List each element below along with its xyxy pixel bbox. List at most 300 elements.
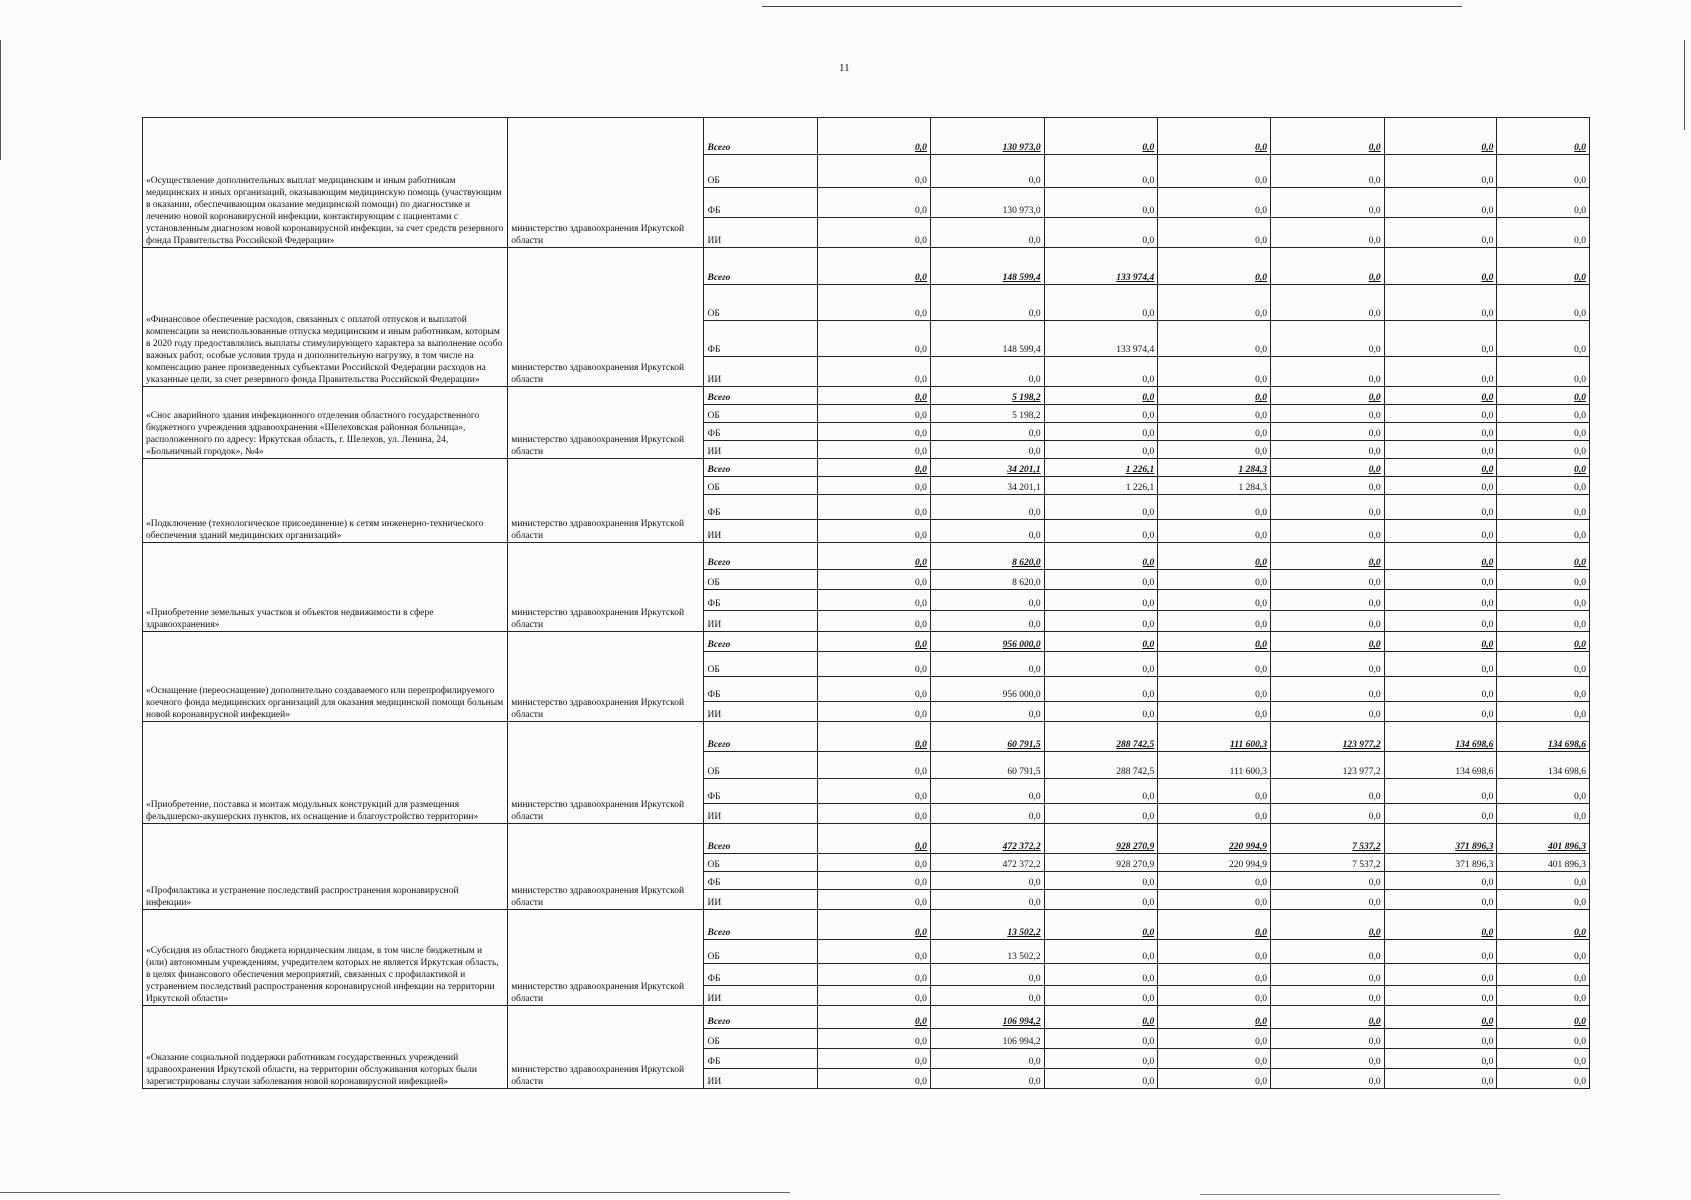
amount-cell: 0,0 bbox=[1384, 520, 1497, 543]
amount-cell: 0,0 bbox=[1270, 477, 1384, 495]
amount-cell: 0,0 bbox=[1497, 677, 1590, 702]
funding-source: ФБ bbox=[704, 964, 818, 986]
amount-cell: 0,0 bbox=[1158, 155, 1271, 188]
table-row-total bbox=[143, 248, 1590, 285]
amount-cell: 0,0 bbox=[1497, 702, 1590, 722]
amount-cell: 0,0 bbox=[1044, 910, 1158, 940]
amount-cell: 0,0 bbox=[1384, 357, 1497, 387]
amount-cell: 0,0 bbox=[818, 1049, 931, 1069]
amount-cell: 0,0 bbox=[1384, 321, 1497, 357]
amount-cell: 0,0 bbox=[1384, 872, 1497, 890]
amount-cell: 0,0 bbox=[818, 1029, 931, 1049]
amount-cell: 0,0 bbox=[1497, 652, 1590, 677]
amount-cell: 0,0 bbox=[1158, 986, 1271, 1006]
responsible-executor: министерство здравоохранения Иркутской области bbox=[508, 910, 704, 1006]
amount-cell: 0,0 bbox=[818, 1069, 931, 1089]
event-description: «Подключение (технологическое присоединение) к сетям инженерно-технического обеспечения зданий медицинских организаций» bbox=[143, 459, 508, 543]
amount-cell: 0,0 bbox=[1044, 387, 1158, 405]
amount-cell: 0,0 bbox=[1158, 570, 1271, 590]
amount-cell: 0,0 bbox=[1158, 1069, 1271, 1089]
amount-cell: 0,0 bbox=[1384, 1069, 1497, 1089]
amount-cell: 0,0 bbox=[1384, 248, 1497, 285]
amount-cell: 0,0 bbox=[1044, 495, 1158, 520]
amount-cell: 0,0 bbox=[1384, 702, 1497, 722]
funding-source: ИИ bbox=[704, 986, 818, 1006]
scan-artifact-right-edge bbox=[1684, 40, 1685, 130]
amount-cell: 0,0 bbox=[818, 218, 931, 248]
amount-cell: 0,0 bbox=[1497, 321, 1590, 357]
amount-cell: 0,0 bbox=[818, 677, 931, 702]
amount-cell: 288 742,5 bbox=[1044, 722, 1158, 752]
amount-cell: 0,0 bbox=[1270, 890, 1384, 910]
amount-cell: 0,0 bbox=[1158, 611, 1271, 632]
amount-cell: 0,0 bbox=[1158, 940, 1271, 964]
amount-cell: 0,0 bbox=[1270, 1049, 1384, 1069]
amount-cell: 0,0 bbox=[1384, 611, 1497, 632]
amount-cell: 148 599,4 bbox=[930, 321, 1044, 357]
amount-cell: 0,0 bbox=[1270, 910, 1384, 940]
amount-cell: 0,0 bbox=[1044, 702, 1158, 722]
amount-cell: 0,0 bbox=[1158, 872, 1271, 890]
table-row-total bbox=[143, 722, 1590, 752]
amount-cell: 0,0 bbox=[1270, 387, 1384, 405]
amount-cell: 0,0 bbox=[1158, 357, 1271, 387]
amount-cell: 0,0 bbox=[818, 722, 931, 752]
amount-cell: 0,0 bbox=[1384, 570, 1497, 590]
amount-cell: 0,0 bbox=[930, 986, 1044, 1006]
funding-source: ФБ bbox=[704, 188, 818, 218]
amount-cell: 0,0 bbox=[1044, 1069, 1158, 1089]
table-row-total bbox=[143, 824, 1590, 854]
amount-cell: 0,0 bbox=[1497, 1029, 1590, 1049]
funding-source: ФБ bbox=[704, 495, 818, 520]
amount-cell: 0,0 bbox=[818, 1006, 931, 1029]
responsible-executor: министерство здравоохранения Иркутской области bbox=[508, 543, 704, 632]
amount-cell: 0,0 bbox=[1044, 632, 1158, 652]
funding-source: Всего bbox=[704, 543, 818, 570]
funding-source: ОБ bbox=[704, 155, 818, 188]
amount-cell: 0,0 bbox=[930, 611, 1044, 632]
amount-cell: 472 372,2 bbox=[930, 854, 1044, 872]
table-row-total bbox=[143, 118, 1590, 155]
table-row-total bbox=[143, 543, 1590, 570]
amount-cell: 0,0 bbox=[818, 405, 931, 423]
amount-cell: 956 000,0 bbox=[930, 677, 1044, 702]
table-row-total bbox=[143, 632, 1590, 652]
amount-cell: 0,0 bbox=[1270, 218, 1384, 248]
funding-source: ИИ bbox=[704, 441, 818, 459]
funding-source: ФБ bbox=[704, 321, 818, 357]
amount-cell: 0,0 bbox=[1044, 940, 1158, 964]
event-description: «Субсидия из областного бюджета юридическим лицам, в том числе бюджетным и (или) автономным учреждениям, учредителем которых не является Иркутская область, в целях финансового обеспечения мероприятий, связанных с профилактикой и устранением последствий распространения коронавирусной инфекции на территории Иркутской области» bbox=[143, 910, 508, 1006]
amount-cell: 0,0 bbox=[1270, 872, 1384, 890]
amount-cell: 0,0 bbox=[1270, 423, 1384, 441]
event-description: «Приобретение земельных участков и объектов недвижимости в сфере здравоохранения» bbox=[143, 543, 508, 632]
page-number: 11 bbox=[839, 62, 850, 74]
amount-cell: 0,0 bbox=[1270, 702, 1384, 722]
amount-cell: 0,0 bbox=[1270, 155, 1384, 188]
amount-cell: 0,0 bbox=[1384, 543, 1497, 570]
amount-cell: 0,0 bbox=[1384, 910, 1497, 940]
amount-cell: 0,0 bbox=[1270, 940, 1384, 964]
amount-cell: 0,0 bbox=[930, 357, 1044, 387]
amount-cell: 7 537,2 bbox=[1270, 854, 1384, 872]
amount-cell: 0,0 bbox=[1384, 441, 1497, 459]
funding-source: ОБ bbox=[704, 477, 818, 495]
responsible-executor: министерство здравоохранения Иркутской области bbox=[508, 824, 704, 910]
amount-cell: 0,0 bbox=[818, 321, 931, 357]
amount-cell: 0,0 bbox=[1384, 1049, 1497, 1069]
amount-cell: 0,0 bbox=[1158, 779, 1271, 804]
amount-cell: 0,0 bbox=[1497, 632, 1590, 652]
amount-cell: 0,0 bbox=[1158, 652, 1271, 677]
amount-cell: 0,0 bbox=[818, 285, 931, 321]
amount-cell: 0,0 bbox=[1497, 804, 1590, 824]
responsible-executor: министерство здравоохранения Иркутской области bbox=[508, 632, 704, 722]
amount-cell: 0,0 bbox=[1497, 285, 1590, 321]
amount-cell: 0,0 bbox=[1384, 1006, 1497, 1029]
amount-cell: 0,0 bbox=[1497, 1069, 1590, 1089]
amount-cell: 0,0 bbox=[1497, 423, 1590, 441]
amount-cell: 220 994,9 bbox=[1158, 824, 1271, 854]
amount-cell: 0,0 bbox=[818, 570, 931, 590]
amount-cell: 0,0 bbox=[818, 779, 931, 804]
amount-cell: 60 791,5 bbox=[930, 722, 1044, 752]
amount-cell: 0,0 bbox=[930, 520, 1044, 543]
amount-cell: 0,0 bbox=[930, 495, 1044, 520]
amount-cell: 0,0 bbox=[1158, 321, 1271, 357]
amount-cell: 0,0 bbox=[818, 248, 931, 285]
funding-source: ФБ bbox=[704, 590, 818, 611]
amount-cell: 0,0 bbox=[1158, 1006, 1271, 1029]
amount-cell: 0,0 bbox=[818, 824, 931, 854]
amount-cell: 0,0 bbox=[1497, 872, 1590, 890]
amount-cell: 0,0 bbox=[1158, 677, 1271, 702]
amount-cell: 0,0 bbox=[818, 387, 931, 405]
amount-cell: 0,0 bbox=[1270, 964, 1384, 986]
amount-cell: 0,0 bbox=[1270, 543, 1384, 570]
amount-cell: 0,0 bbox=[1158, 285, 1271, 321]
amount-cell: 13 502,2 bbox=[930, 940, 1044, 964]
amount-cell: 0,0 bbox=[1044, 405, 1158, 423]
amount-cell: 0,0 bbox=[818, 910, 931, 940]
amount-cell: 0,0 bbox=[1384, 118, 1497, 155]
funding-source: Всего bbox=[704, 248, 818, 285]
amount-cell: 0,0 bbox=[1158, 387, 1271, 405]
budget-table bbox=[142, 117, 1590, 1089]
amount-cell: 0,0 bbox=[1497, 405, 1590, 423]
amount-cell: 0,0 bbox=[818, 854, 931, 872]
funding-source: ОБ bbox=[704, 854, 818, 872]
amount-cell: 0,0 bbox=[818, 118, 931, 155]
event-description: «Оказание социальной поддержки работникам государственных учреждений здравоохранения Иркутской области, на территории обслуживания которых были зарегистрированы случаи заболевания новой коронавирусной инфекцией» bbox=[143, 1006, 508, 1089]
amount-cell: 0,0 bbox=[818, 543, 931, 570]
amount-cell: 0,0 bbox=[1270, 188, 1384, 218]
scan-artifact-top bbox=[762, 6, 1462, 7]
amount-cell: 0,0 bbox=[818, 520, 931, 543]
amount-cell: 133 974,4 bbox=[1044, 248, 1158, 285]
amount-cell: 0,0 bbox=[1270, 570, 1384, 590]
amount-cell: 5 198,2 bbox=[930, 387, 1044, 405]
amount-cell: 0,0 bbox=[930, 779, 1044, 804]
amount-cell: 1 226,1 bbox=[1044, 459, 1158, 477]
amount-cell: 0,0 bbox=[1270, 495, 1384, 520]
scan-artifact-left-edge bbox=[0, 40, 1, 160]
amount-cell: 123 977,2 bbox=[1270, 752, 1384, 779]
amount-cell: 0,0 bbox=[1044, 188, 1158, 218]
amount-cell: 0,0 bbox=[1270, 321, 1384, 357]
funding-source: ИИ bbox=[704, 218, 818, 248]
funding-source: Всего bbox=[704, 722, 818, 752]
amount-cell: 0,0 bbox=[1158, 590, 1271, 611]
amount-cell: 220 994,9 bbox=[1158, 854, 1271, 872]
amount-cell: 0,0 bbox=[1497, 441, 1590, 459]
amount-cell: 371 896,3 bbox=[1384, 854, 1497, 872]
amount-cell: 0,0 bbox=[818, 940, 931, 964]
event-description: «Осуществление дополнительных выплат медицинским и иным работникам медицинских и иных организаций, оказывающим медицинскую помощь (участвующим в оказании, обеспечивающим оказание медицинской помощи) по диагностике и лечению новой коронавирусной инфекции, контактирующим с пациентами с установленным диагнозом новой коронавирусной инфекции, за счет средств резервного фонда Правительства Российской Федерации» bbox=[143, 118, 508, 248]
amount-cell: 0,0 bbox=[1044, 1006, 1158, 1029]
funding-source: ОБ bbox=[704, 940, 818, 964]
amount-cell: 148 599,4 bbox=[930, 248, 1044, 285]
amount-cell: 0,0 bbox=[818, 590, 931, 611]
amount-cell: 130 973,0 bbox=[930, 188, 1044, 218]
amount-cell: 0,0 bbox=[1044, 804, 1158, 824]
amount-cell: 0,0 bbox=[1497, 940, 1590, 964]
responsible-executor: министерство здравоохранения Иркутской области bbox=[508, 387, 704, 459]
table-row-total bbox=[143, 459, 1590, 477]
amount-cell: 0,0 bbox=[1497, 218, 1590, 248]
amount-cell: 0,0 bbox=[818, 188, 931, 218]
funding-source: ОБ bbox=[704, 652, 818, 677]
amount-cell: 0,0 bbox=[1270, 357, 1384, 387]
amount-cell: 472 372,2 bbox=[930, 824, 1044, 854]
amount-cell: 0,0 bbox=[1384, 986, 1497, 1006]
amount-cell: 0,0 bbox=[1044, 423, 1158, 441]
amount-cell: 0,0 bbox=[930, 890, 1044, 910]
amount-cell: 0,0 bbox=[818, 611, 931, 632]
amount-cell: 0,0 bbox=[1270, 459, 1384, 477]
amount-cell: 134 698,6 bbox=[1497, 752, 1590, 779]
amount-cell: 0,0 bbox=[1270, 652, 1384, 677]
amount-cell: 0,0 bbox=[1270, 520, 1384, 543]
amount-cell: 0,0 bbox=[1044, 986, 1158, 1006]
funding-source: ФБ bbox=[704, 1049, 818, 1069]
amount-cell: 0,0 bbox=[1044, 872, 1158, 890]
amount-cell: 0,0 bbox=[1384, 423, 1497, 441]
amount-cell: 0,0 bbox=[1497, 1049, 1590, 1069]
funding-source: ИИ bbox=[704, 357, 818, 387]
amount-cell: 0,0 bbox=[1384, 890, 1497, 910]
amount-cell: 0,0 bbox=[1384, 779, 1497, 804]
amount-cell: 0,0 bbox=[1384, 677, 1497, 702]
amount-cell: 34 201,1 bbox=[930, 459, 1044, 477]
amount-cell: 0,0 bbox=[1044, 1029, 1158, 1049]
funding-source: Всего bbox=[704, 1006, 818, 1029]
funding-source: ОБ bbox=[704, 752, 818, 779]
amount-cell: 0,0 bbox=[1158, 890, 1271, 910]
amount-cell: 0,0 bbox=[1497, 357, 1590, 387]
scan-artifact-bottom bbox=[0, 1192, 790, 1193]
amount-cell: 928 270,9 bbox=[1044, 854, 1158, 872]
amount-cell: 0,0 bbox=[818, 459, 931, 477]
amount-cell: 0,0 bbox=[818, 752, 931, 779]
amount-cell: 0,0 bbox=[1270, 1006, 1384, 1029]
amount-cell: 0,0 bbox=[930, 702, 1044, 722]
amount-cell: 0,0 bbox=[1158, 964, 1271, 986]
funding-source: ИИ bbox=[704, 890, 818, 910]
amount-cell: 0,0 bbox=[1044, 964, 1158, 986]
amount-cell: 111 600,3 bbox=[1158, 752, 1271, 779]
amount-cell: 60 791,5 bbox=[930, 752, 1044, 779]
amount-cell: 0,0 bbox=[930, 441, 1044, 459]
amount-cell: 106 994,2 bbox=[930, 1006, 1044, 1029]
amount-cell: 0,0 bbox=[1270, 779, 1384, 804]
event-description: «Оснащение (переоснащение) дополнительно создаваемого или перепрофилируемого коечного фонда медицинских организаций для оказания медицинской помощи больным новой коронавирусной инфекцией» bbox=[143, 632, 508, 722]
amount-cell: 0,0 bbox=[1044, 357, 1158, 387]
responsible-executor: министерство здравоохранения Иркутской области bbox=[508, 248, 704, 387]
amount-cell: 0,0 bbox=[1384, 218, 1497, 248]
amount-cell: 371 896,3 bbox=[1384, 824, 1497, 854]
amount-cell: 111 600,3 bbox=[1158, 722, 1271, 752]
amount-cell: 0,0 bbox=[1497, 590, 1590, 611]
budget-table-body bbox=[143, 118, 1590, 1089]
amount-cell: 134 698,6 bbox=[1384, 752, 1497, 779]
amount-cell: 0,0 bbox=[1044, 155, 1158, 188]
amount-cell: 0,0 bbox=[1270, 986, 1384, 1006]
funding-source: ФБ bbox=[704, 779, 818, 804]
funding-source: Всего bbox=[704, 824, 818, 854]
funding-source: ИИ bbox=[704, 1069, 818, 1089]
event-description: «Финансовое обеспечение расходов, связанных с оплатой отпусков и выплатой компенсации за неиспользованные отпуска медицинским и иным работникам, которым в 2020 году предоставлялись выплаты стимулирующего характера за выполнение особо важных работ, особые условия труда и дополнительную нагрузку, в том числе на компенсацию ранее произведенных субъектами Российской Федерации расходов на указанные цели, за счет резервного фонда Правительства Российской Федерации» bbox=[143, 248, 508, 387]
amount-cell: 0,0 bbox=[818, 155, 931, 188]
amount-cell: 0,0 bbox=[1158, 910, 1271, 940]
table-row-total bbox=[143, 910, 1590, 940]
amount-cell: 7 537,2 bbox=[1270, 824, 1384, 854]
event-description: «Снос аварийного здания инфекционного отделения областного государственного бюджетного учреждения здравоохранения «Шелеховская районная больница», расположенного по адресу: Иркутская область, г. Шелехов, ул. Ленина, 24, «Больничный городок», №4» bbox=[143, 387, 508, 459]
amount-cell: 0,0 bbox=[930, 1049, 1044, 1069]
amount-cell: 956 000,0 bbox=[930, 632, 1044, 652]
table-row-total bbox=[143, 1006, 1590, 1029]
amount-cell: 288 742,5 bbox=[1044, 752, 1158, 779]
amount-cell: 0,0 bbox=[1158, 218, 1271, 248]
amount-cell: 0,0 bbox=[930, 155, 1044, 188]
amount-cell: 0,0 bbox=[818, 357, 931, 387]
funding-source: Всего bbox=[704, 387, 818, 405]
amount-cell: 0,0 bbox=[1158, 405, 1271, 423]
responsible-executor: министерство здравоохранения Иркутской области bbox=[508, 1006, 704, 1089]
amount-cell: 401 896,3 bbox=[1497, 854, 1590, 872]
amount-cell: 0,0 bbox=[1270, 590, 1384, 611]
amount-cell: 0,0 bbox=[1384, 405, 1497, 423]
amount-cell: 0,0 bbox=[1497, 611, 1590, 632]
table-row-total bbox=[143, 387, 1590, 405]
amount-cell: 0,0 bbox=[1044, 570, 1158, 590]
amount-cell: 0,0 bbox=[930, 804, 1044, 824]
amount-cell: 8 620,0 bbox=[930, 543, 1044, 570]
amount-cell: 0,0 bbox=[818, 652, 931, 677]
amount-cell: 0,0 bbox=[1384, 652, 1497, 677]
amount-cell: 928 270,9 bbox=[1044, 824, 1158, 854]
amount-cell: 0,0 bbox=[1044, 520, 1158, 543]
amount-cell: 0,0 bbox=[1384, 387, 1497, 405]
amount-cell: 0,0 bbox=[1270, 405, 1384, 423]
amount-cell: 0,0 bbox=[1497, 477, 1590, 495]
funding-source: Всего bbox=[704, 910, 818, 940]
event-description: «Приобретение, поставка и монтаж модульных конструкций для размещения фельдшерско-акушерских пунктов, их оснащение и благоустройство территории» bbox=[143, 722, 508, 824]
amount-cell: 0,0 bbox=[1497, 495, 1590, 520]
amount-cell: 0,0 bbox=[1497, 118, 1590, 155]
amount-cell: 0,0 bbox=[1158, 1049, 1271, 1069]
amount-cell: 0,0 bbox=[1384, 590, 1497, 611]
amount-cell: 8 620,0 bbox=[930, 570, 1044, 590]
amount-cell: 0,0 bbox=[1270, 441, 1384, 459]
amount-cell: 0,0 bbox=[930, 1069, 1044, 1089]
amount-cell: 0,0 bbox=[1270, 118, 1384, 155]
amount-cell: 0,0 bbox=[1158, 495, 1271, 520]
amount-cell: 0,0 bbox=[1384, 188, 1497, 218]
amount-cell: 0,0 bbox=[1158, 441, 1271, 459]
amount-cell: 0,0 bbox=[1044, 441, 1158, 459]
amount-cell: 0,0 bbox=[1270, 285, 1384, 321]
amount-cell: 0,0 bbox=[818, 872, 931, 890]
amount-cell: 0,0 bbox=[1497, 890, 1590, 910]
amount-cell: 0,0 bbox=[818, 804, 931, 824]
amount-cell: 401 896,3 bbox=[1497, 824, 1590, 854]
amount-cell: 0,0 bbox=[1497, 155, 1590, 188]
amount-cell: 0,0 bbox=[818, 702, 931, 722]
amount-cell: 0,0 bbox=[1044, 1049, 1158, 1069]
amount-cell: 106 994,2 bbox=[930, 1029, 1044, 1049]
amount-cell: 0,0 bbox=[818, 423, 931, 441]
amount-cell: 0,0 bbox=[1270, 804, 1384, 824]
amount-cell: 0,0 bbox=[1497, 248, 1590, 285]
amount-cell: 134 698,6 bbox=[1384, 722, 1497, 752]
amount-cell: 0,0 bbox=[1497, 520, 1590, 543]
amount-cell: 1 284,3 bbox=[1158, 459, 1271, 477]
amount-cell: 0,0 bbox=[1384, 285, 1497, 321]
funding-source: Всего bbox=[704, 118, 818, 155]
funding-source: ФБ bbox=[704, 423, 818, 441]
amount-cell: 130 973,0 bbox=[930, 118, 1044, 155]
amount-cell: 0,0 bbox=[1497, 986, 1590, 1006]
amount-cell: 0,0 bbox=[1044, 677, 1158, 702]
amount-cell: 0,0 bbox=[1044, 118, 1158, 155]
amount-cell: 0,0 bbox=[818, 495, 931, 520]
amount-cell: 0,0 bbox=[1044, 543, 1158, 570]
amount-cell: 123 977,2 bbox=[1270, 722, 1384, 752]
amount-cell: 0,0 bbox=[1270, 1069, 1384, 1089]
amount-cell: 0,0 bbox=[1044, 285, 1158, 321]
responsible-executor: министерство здравоохранения Иркутской области bbox=[508, 118, 704, 248]
funding-source: ИИ bbox=[704, 611, 818, 632]
amount-cell: 0,0 bbox=[1270, 248, 1384, 285]
funding-source: ОБ bbox=[704, 285, 818, 321]
amount-cell: 0,0 bbox=[1497, 1006, 1590, 1029]
funding-source: ФБ bbox=[704, 677, 818, 702]
amount-cell: 0,0 bbox=[930, 652, 1044, 677]
funding-source: Всего bbox=[704, 459, 818, 477]
amount-cell: 0,0 bbox=[930, 964, 1044, 986]
amount-cell: 0,0 bbox=[1044, 218, 1158, 248]
funding-source: ОБ bbox=[704, 405, 818, 423]
amount-cell: 0,0 bbox=[1497, 188, 1590, 218]
amount-cell: 0,0 bbox=[930, 218, 1044, 248]
amount-cell: 0,0 bbox=[1158, 804, 1271, 824]
amount-cell: 0,0 bbox=[1384, 477, 1497, 495]
amount-cell: 0,0 bbox=[1497, 964, 1590, 986]
funding-source: ИИ bbox=[704, 702, 818, 722]
amount-cell: 0,0 bbox=[1044, 590, 1158, 611]
